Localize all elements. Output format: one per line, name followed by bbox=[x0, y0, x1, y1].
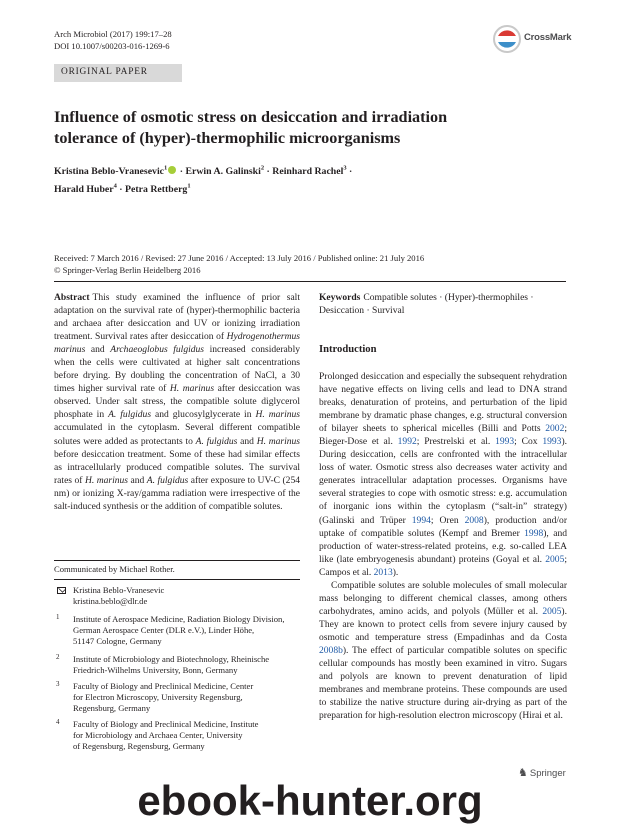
publication-dates bbox=[54, 252, 424, 276]
introduction-body bbox=[319, 370, 567, 722]
divider bbox=[54, 281, 566, 282]
publisher-name: Springer bbox=[529, 768, 566, 779]
title-line-2: tolerance of (hyper)-thermophilic microorganisms bbox=[54, 128, 401, 147]
author[interactable]: Harald Huber$^4$ bbox=[54, 182, 117, 196]
crossmark-badge[interactable] bbox=[492, 24, 578, 58]
abstract-text: This study examined the influence of prior salt adaptation on the survival rate of (hyper)-thermophilic bacteria and archaea after desiccation and UV or ionizing irradiation treatment. Survival rates after desiccation of Hydrogenothermus marinus and Archaeoglobus fulgidus increased considerably when the cells were cultivated at higher salt concentrations before drying. By doubling the concentration of NaCl, a 30 times higher survival rate of H. marinus after desiccation was observed. Under salt stress, the compatible solute diglycerol phosphate in A. fulgidus and glucosylglycerate in H. marinus accumulated in the cytoplasm. Several different compatible solutes were added as protectants to A. fulgidus and H. marinus before desiccation treatment. Some of these had similar effects as intracellularly produced compatible solutes. The survival rates of H. marinus and A. fulgidus after exposure to UV-C (254 nm) or ionizing X-ray/gamma radiation were irrespective of the salt-induced synthesis or the addition of compatible solutes. bbox=[54, 292, 301, 512]
journal-citation: Arch Microbiol (2017) 199:17–28 bbox=[54, 29, 172, 39]
author-list: Kristina Beblo-Vranesevic$^1$ · Erwin A. Galinski$^2$ · Reinhard Rachel$^3$ · Harald Huber$^4$ · Petra Rettberg$^1$ bbox=[54, 165, 353, 196]
journal-header bbox=[54, 28, 172, 52]
paragraph: Compatible solutes are soluble molecules of small molecular mass belonging to different chemical classes, among others carbohydrates, amino acids, and polyols (Müller et al. 2005). They are known to protect cells from severe injury caused by osmotic and temperature stress (Empadinhas and da Costa 2008b). The effect of particular compatible solutes on specific cellular compounds has mostly been examined in vitro. Sugars and polyols are known to prevent denaturation of lipid membranes and membrane proteins. These compounds are used to stabilize the native structure during air-drying as part of the preparation for high-resolution electron microscopy (Hirai et al. bbox=[319, 579, 567, 722]
communicated-by: Communicated by Michael Rother. bbox=[54, 564, 175, 574]
copyright: © Springer-Verlag Berlin Heidelberg 2016 bbox=[54, 265, 201, 275]
divider bbox=[54, 579, 300, 580]
contact-name: Kristina Beblo-Vranesevic bbox=[73, 585, 165, 595]
keywords-heading: Keywords bbox=[319, 292, 361, 303]
email-icon bbox=[57, 587, 66, 594]
paper-title bbox=[54, 107, 524, 148]
contact-email[interactable]: kristina.beblo@dlr.de bbox=[73, 596, 148, 607]
affiliation: Institute of Aerospace Medicine, Radiation Biology Division, German Aerospace Center (DLR e.V.), Linder Höhe, 51147 Cologne, Germany bbox=[73, 614, 285, 647]
abstract-heading: Abstract bbox=[54, 292, 90, 303]
affiliation-number: 4 bbox=[56, 718, 60, 726]
abstract bbox=[54, 291, 300, 513]
author[interactable]: Erwin A. Galinski$^2$ bbox=[185, 165, 265, 178]
watermark: ebook-hunter.org bbox=[137, 777, 483, 824]
article-type-badge bbox=[54, 64, 182, 82]
orcid-icon[interactable] bbox=[168, 166, 176, 174]
title-line-1: Influence of osmotic stress on desiccation and irradiation bbox=[54, 108, 448, 126]
keywords-text: Compatible solutes · (Hyper)-thermophiles · Desiccation · Survival bbox=[319, 292, 534, 317]
affiliation: Faculty of Biology and Preclinical Medicine, Institute for Microbiology and Archaea Center, University of Regensburg, Regensburg, Germany bbox=[73, 719, 259, 752]
history-dates: Received: 7 March 2016 / Revised: 27 June 2016 / Accepted: 13 July 2016 / Published online: 21 July 2016 bbox=[54, 253, 425, 263]
keywords bbox=[319, 291, 567, 317]
affiliation: Institute of Microbiology and Biotechnology, Rheinische Friedrich-Wilhelms University, Bonn, Germany bbox=[73, 654, 270, 676]
affiliation-number: 3 bbox=[56, 680, 60, 688]
author[interactable]: Kristina Beblo-Vranesevic$^1$ bbox=[54, 166, 177, 177]
author[interactable]: Reinhard Rachel$^3$ bbox=[272, 165, 347, 178]
affiliation: Faculty of Biology and Preclinical Medicine, Center for Electron Microscopy, University Regensburg, Regensburg, Germany bbox=[73, 681, 254, 714]
divider bbox=[54, 560, 300, 561]
corresponding-author bbox=[73, 585, 164, 607]
crossmark-icon bbox=[492, 24, 522, 56]
affiliation-number: 2 bbox=[56, 653, 60, 661]
affiliation-number: 1 bbox=[56, 613, 60, 621]
article-type-label: ORIGINAL PAPER bbox=[61, 67, 148, 77]
crossmark-label: CrossMark bbox=[524, 32, 572, 43]
springer-horse-icon: ♞ bbox=[518, 767, 528, 779]
section-heading-introduction: Introduction bbox=[319, 344, 377, 355]
paragraph: Prolonged desiccation and especially the subsequent rehydration have negative effects on living cells and lead to DNA strand breaks, denaturation of proteins, and perturbation of the lipid membrane by dramatic phase changes, e.g. structural conversion of bilayer sheets to spherical micelles (Billi and Potts 2002; Bieger-Dose et al. 1992; Prestrelski et al. 1993; Cox 1993). During desiccation, cells are confronted with the intracellular loss of water. Osmotic stress also decreases water activity and generates intracellular adaptation processes. Organisms have several strategies to cope with osmotic stress: e.g. accumulation of inorganic ions within the cytoplasm (“salt-in” strategy) (Galinski and Trüper 1994; Oren 2008), production and/or uptake of compatible solutes (Kempf and Bremer 1998), and production of water-stress-related proteins, e.g. so-called LEA like (late embryogenesis abundant) proteins (Goyal et al. 2005; Campos et al. 2013). bbox=[319, 371, 568, 578]
doi[interactable]: DOI 10.1007/s00203-016-1269-6 bbox=[54, 41, 170, 51]
author[interactable]: Petra Rettberg$^1$ bbox=[125, 182, 191, 196]
